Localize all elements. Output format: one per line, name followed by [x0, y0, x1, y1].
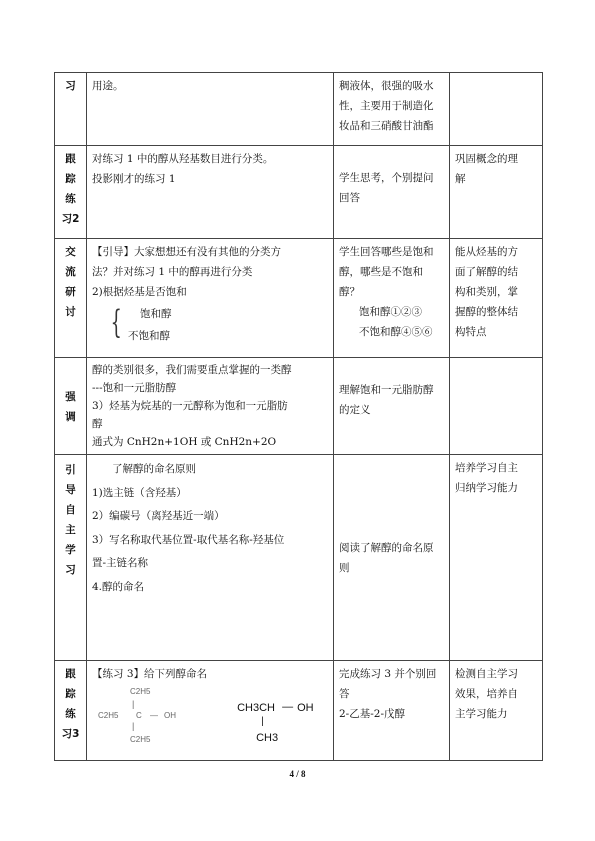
table-row	[55, 73, 543, 146]
row-label: 强 调	[55, 358, 87, 455]
lesson-plan-table	[54, 72, 543, 761]
row-label: 引 导 自 主 学 习	[55, 455, 87, 661]
student-activity-cell: 完成练习 3 并个别回 答 2-乙基-2-戊醇	[334, 661, 450, 761]
design-intent-cell: 巩固概念的理 解	[450, 146, 543, 239]
table-row	[55, 455, 543, 661]
row-label: 习	[55, 73, 87, 146]
row-label: 交 流 研 讨	[55, 239, 87, 358]
unsaturated-alcohol-label: 不饱和醇	[128, 330, 170, 342]
design-intent-cell: 能从烃基的方 面了解醇的结 构和类别，掌 握醇的整体结 构特点	[450, 239, 543, 358]
student-activity-cell: 学生回答哪些是饱和 醇，哪些是不饱和 醇？ 饱和醇①②③ 不饱和醇④⑤⑥	[334, 239, 450, 358]
design-intent-cell	[450, 73, 543, 146]
table-row	[55, 661, 543, 761]
table-row	[55, 239, 543, 358]
student-activity-cell: 稠液体，很强的吸水 性，主要用于制造化 妆品和三硝酸甘油酯	[334, 73, 450, 146]
structural-formula-a: C2H5 | C2H5 C — OH | C2H5	[98, 687, 176, 744]
student-activity-cell: 阅读了解醇的命名原 则	[334, 455, 450, 661]
teacher-activity-cell: 【练习 3】给下列醇命名 C2H5 | C2H5 C — OH | C2H5 CH3CH — OH | CH3	[87, 661, 334, 761]
row-label: 跟 踪 练 习2	[55, 146, 87, 239]
structural-formula-b: CH3CH — OH | CH3	[237, 701, 314, 744]
design-intent-cell: 检测自主学习 效果，培养自 主学习能力	[450, 661, 543, 761]
teacher-activity-cell: 对练习 1 中的醇从羟基数目进行分类。 投影刚才的练习 1	[87, 146, 334, 239]
teacher-activity-cell: 了解醇的命名原则 1)选主链（含羟基） 2）编碳号（离羟基近一端） 3）写名称取代基位置-取代基名称-羟基位 置-主链名称 4.醇的命名	[87, 455, 334, 661]
student-activity-cell: 学生思考，个别提问 回答	[334, 146, 450, 239]
teacher-activity-cell: 用途。	[87, 73, 334, 146]
brace-icon: {	[110, 303, 122, 341]
classification-brace	[92, 304, 328, 348]
table-row	[55, 358, 543, 455]
table-row	[55, 146, 543, 239]
teacher-activity-cell: 醇的类别很多，我们需要重点掌握的一类醇 ---饱和一元脂肪醇 3）烃基为烷基的一元醇称为饱和一元脂肪 醇 通式为 CnH2n+1OH 或 CnH2n+2O	[87, 358, 334, 455]
teacher-activity-cell: 【引导】大家想想还有没有其他的分类方 法？并对练习 1 中的醇再进行分类 2)根据烃基是否饱和 { 饱和醇 不饱和醇	[87, 239, 334, 358]
row-label: 跟 踪 练 习3	[55, 661, 87, 761]
design-intent-cell: 培养学习自主 归纳学习能力	[450, 455, 543, 661]
design-intent-cell	[450, 358, 543, 455]
student-activity-cell: 理解饱和一元脂肪醇 的定义	[334, 358, 450, 455]
saturated-alcohol-label: 饱和醇	[140, 308, 172, 320]
page-number: 4 / 8	[289, 769, 306, 779]
